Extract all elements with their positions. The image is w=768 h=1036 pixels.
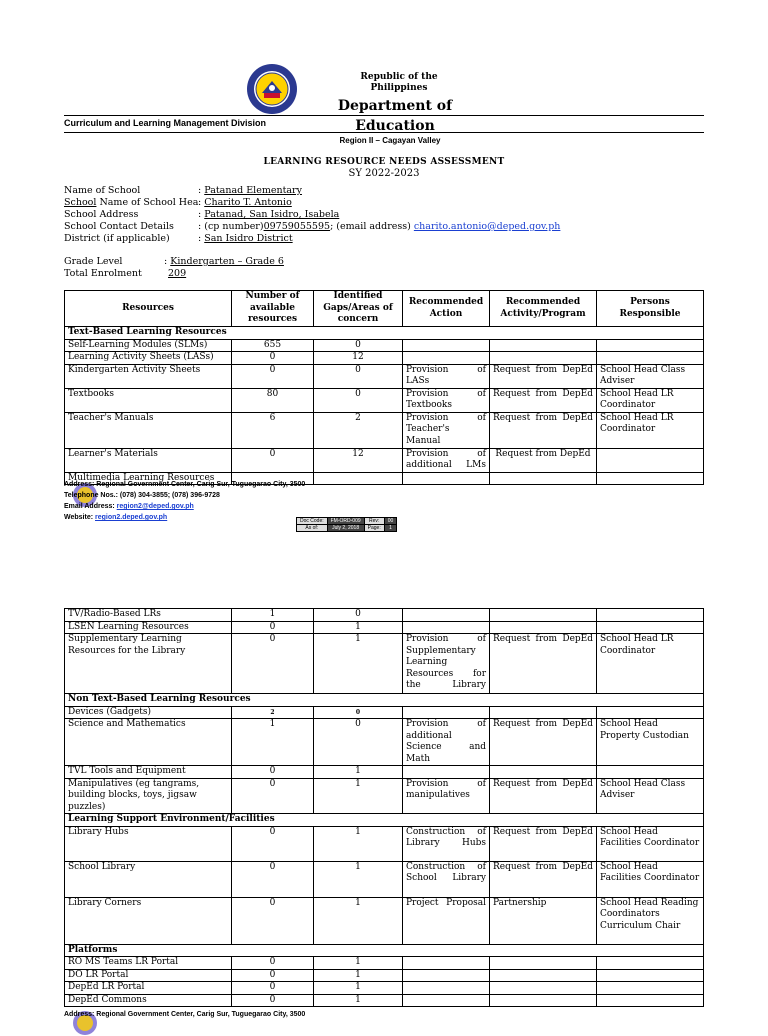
cell-available: 0 bbox=[232, 364, 314, 388]
cell-persons: School Head Property Custodian bbox=[597, 719, 704, 766]
cell-activity: Request from DepEd bbox=[490, 364, 597, 388]
doc-rev-value: 00 bbox=[384, 518, 397, 525]
cell-resource: Manipulatives (eg tangrams, building blocks, toys, jigsaw puzzles) bbox=[65, 778, 232, 814]
district-line: District (if applicable) : San Isidro District bbox=[64, 233, 293, 244]
footer-website-label: Website: bbox=[64, 514, 95, 521]
table-row bbox=[65, 388, 704, 412]
header-available: Number of available resources bbox=[232, 291, 314, 327]
doc-rev-label: Rev: bbox=[364, 518, 384, 525]
enrolment-line bbox=[64, 268, 186, 280]
cell-persons bbox=[597, 609, 704, 622]
cell-activity bbox=[490, 621, 597, 634]
cell-persons bbox=[597, 352, 704, 365]
cell-resource: DepEd Commons bbox=[65, 994, 232, 1007]
division-label: Curriculum and Learning Management Division bbox=[64, 118, 267, 128]
cell-persons: School Head Class Adviser bbox=[597, 778, 704, 814]
cell-resource: Kindergarten Activity Sheets bbox=[65, 364, 232, 388]
cell-available: 655 bbox=[232, 339, 314, 352]
cell-resource: Learner's Materials bbox=[65, 448, 232, 472]
contact-cp-prefix: (cp number) bbox=[204, 221, 264, 232]
cell-persons: School Head LR Coordinator bbox=[597, 412, 704, 448]
deped-seal-logo bbox=[246, 63, 298, 115]
cell-activity: Request from DepEd bbox=[490, 448, 597, 472]
cell-activity bbox=[490, 472, 597, 485]
header-rule-top bbox=[64, 115, 704, 116]
cell-gaps: 0 bbox=[314, 609, 403, 622]
cell-gaps: 1 bbox=[314, 897, 403, 944]
cell-activity: Request from DepEd bbox=[490, 388, 597, 412]
table-row bbox=[65, 826, 704, 861]
cell-gaps: 1 bbox=[314, 826, 403, 861]
cell-gaps: 1 bbox=[314, 621, 403, 634]
cell-activity bbox=[490, 706, 597, 719]
cell-resource: RO MS Teams LR Portal bbox=[65, 957, 232, 970]
cell-gaps bbox=[314, 472, 403, 485]
table-row bbox=[65, 621, 704, 634]
school-year: SY 2022-2023 bbox=[348, 168, 420, 179]
cell-action bbox=[403, 957, 490, 970]
cell-gaps: 0 bbox=[314, 706, 403, 719]
doc-asof-label: As of: bbox=[297, 525, 328, 532]
cell-action bbox=[403, 706, 490, 719]
footer-page1 bbox=[64, 479, 305, 523]
table-row bbox=[65, 897, 704, 944]
table-header-row bbox=[65, 291, 704, 327]
table-row bbox=[65, 994, 704, 1007]
cell-persons bbox=[597, 621, 704, 634]
footer2-address: Address: Regional Government Center, Carig Sur, Tuguegarao City, 3500 bbox=[64, 1011, 306, 1018]
cell-resource: DepEd LR Portal bbox=[65, 982, 232, 995]
cell-persons: School Head LR Coordinator bbox=[597, 634, 704, 694]
table-row bbox=[65, 339, 704, 352]
cell-activity bbox=[490, 982, 597, 995]
cell-activity bbox=[490, 969, 597, 982]
cell-available: 0 bbox=[232, 994, 314, 1007]
table-row bbox=[65, 766, 704, 779]
cell-action: Project Proposal bbox=[403, 897, 490, 944]
cell-resource: Devices (Gadgets) bbox=[65, 706, 232, 719]
school-name-value: Patanad Elementary bbox=[204, 185, 302, 196]
cell-persons: School Head Facilities Coordinator bbox=[597, 861, 704, 897]
district-label: District (if applicable) bbox=[64, 233, 170, 244]
cell-available: 0 bbox=[232, 621, 314, 634]
cell-persons: School Head Class Adviser bbox=[597, 364, 704, 388]
table-row bbox=[65, 861, 704, 897]
document-control-box bbox=[296, 517, 397, 532]
cell-gaps: 1 bbox=[314, 766, 403, 779]
cell-resource: Library Corners bbox=[65, 897, 232, 944]
district-value: San Isidro District bbox=[204, 233, 293, 244]
cell-persons: School Head LR Coordinator bbox=[597, 388, 704, 412]
cell-action bbox=[403, 352, 490, 365]
cell-action: Provision of additional LMs bbox=[403, 448, 490, 472]
cell-resource: Self-Learning Modules (SLMs) bbox=[65, 339, 232, 352]
cell-available: 0 bbox=[232, 448, 314, 472]
cell-gaps: 1 bbox=[314, 861, 403, 897]
cell-gaps: 0 bbox=[314, 339, 403, 352]
cell-persons bbox=[597, 339, 704, 352]
school-address-value: Patanad, San Isidro, Isabela bbox=[204, 209, 340, 220]
cell-gaps: 1 bbox=[314, 994, 403, 1007]
section-heading: Platforms bbox=[65, 944, 704, 957]
cell-resource: TV/Radio-Based LRs bbox=[65, 609, 232, 622]
cell-resource: School Library bbox=[65, 861, 232, 897]
table-row bbox=[65, 448, 704, 472]
header-resources: Resources bbox=[65, 291, 232, 327]
table-row bbox=[65, 719, 704, 766]
table-row bbox=[65, 957, 704, 970]
cell-available: 0 bbox=[232, 969, 314, 982]
cell-action: Construction of School Library bbox=[403, 861, 490, 897]
cell-resource: Learning Activity Sheets (LASs) bbox=[65, 352, 232, 365]
cell-activity bbox=[490, 957, 597, 970]
cell-resource: DO LR Portal bbox=[65, 969, 232, 982]
footer-email-link[interactable]: region2@deped.gov.ph bbox=[116, 503, 194, 510]
school-contact-label: School Contact Details bbox=[64, 221, 174, 232]
table-row bbox=[65, 412, 704, 448]
cell-gaps: 1 bbox=[314, 634, 403, 694]
cell-available: 2 bbox=[232, 706, 314, 719]
cell-action bbox=[403, 766, 490, 779]
cell-activity bbox=[490, 766, 597, 779]
cell-gaps: 0 bbox=[314, 388, 403, 412]
grade-level-line: Grade Level : Kindergarten – Grade 6 bbox=[64, 256, 284, 267]
republic-heading: Republic of the Philippines bbox=[360, 72, 438, 93]
cell-persons bbox=[597, 957, 704, 970]
cell-resource: Textbooks bbox=[65, 388, 232, 412]
cell-activity: Request from DepEd bbox=[490, 634, 597, 694]
cell-persons bbox=[597, 448, 704, 472]
needs-table-page1 bbox=[64, 290, 704, 485]
table-row bbox=[65, 364, 704, 388]
grade-level-value: Kindergarten – Grade 6 bbox=[170, 256, 284, 267]
footer-website-line bbox=[64, 512, 305, 523]
doc-code-value: FM-ORD-009 bbox=[327, 518, 364, 525]
cell-activity: Request from DepEd bbox=[490, 861, 597, 897]
section-row bbox=[65, 327, 704, 340]
cell-gaps: 12 bbox=[314, 448, 403, 472]
cell-gaps: 1 bbox=[314, 778, 403, 814]
contact-phone-value: 09759055595 bbox=[263, 221, 331, 232]
enrolment-label: Total Enrolment bbox=[64, 268, 142, 279]
cell-available: 0 bbox=[232, 766, 314, 779]
table-row bbox=[65, 609, 704, 622]
school-name-line: Name of School : Patanad Elementary bbox=[64, 185, 302, 196]
cell-action: Provision of manipulatives bbox=[403, 778, 490, 814]
cell-action bbox=[403, 621, 490, 634]
table-row bbox=[65, 634, 704, 694]
cell-action bbox=[403, 472, 490, 485]
footer-email-label: Email Address: bbox=[64, 503, 117, 510]
cell-persons bbox=[597, 994, 704, 1007]
cell-action bbox=[403, 994, 490, 1007]
cell-resource: Multimedia Learning Resources bbox=[65, 472, 232, 485]
cell-available: 80 bbox=[232, 388, 314, 412]
cell-activity: Request from DepEd bbox=[490, 412, 597, 448]
header-action: Recommended Action bbox=[403, 291, 490, 327]
cell-action bbox=[403, 969, 490, 982]
grade-level-label: Grade Level bbox=[64, 256, 123, 267]
doc-page-value: 1 bbox=[384, 525, 397, 532]
footer-telephone: Telephone Nos.: (078) 304-3855; (078) 396-9728 bbox=[64, 492, 220, 499]
cell-gaps: 12 bbox=[314, 352, 403, 365]
table-row bbox=[65, 969, 704, 982]
cell-available: 0 bbox=[232, 861, 314, 897]
table-row bbox=[65, 352, 704, 365]
table-row bbox=[65, 706, 704, 719]
section-row bbox=[65, 814, 704, 827]
cell-persons bbox=[597, 766, 704, 779]
cell-gaps: 0 bbox=[314, 364, 403, 388]
cell-resource: Library Hubs bbox=[65, 826, 232, 861]
cell-persons bbox=[597, 982, 704, 995]
department-heading: Department of Education bbox=[337, 98, 453, 134]
cell-action: Provision of LASs bbox=[403, 364, 490, 388]
cell-resource: Supplementary Learning Resources for the Library bbox=[65, 634, 232, 694]
cell-persons bbox=[597, 969, 704, 982]
footer-email-line bbox=[64, 501, 305, 512]
cell-activity bbox=[490, 994, 597, 1007]
cell-persons: School Head Reading Coordinators Curriculum Chair bbox=[597, 897, 704, 944]
region-label: Region II – Cagayan Valley bbox=[339, 136, 441, 145]
cell-available: 0 bbox=[232, 897, 314, 944]
cell-gaps: 1 bbox=[314, 957, 403, 970]
contact-email-link[interactable]: charito.antonio@deped.gov.ph bbox=[413, 221, 561, 232]
section-heading: Learning Support Environment/Facilities bbox=[65, 814, 704, 827]
table-row bbox=[65, 982, 704, 995]
cell-action: Provision of Teacher's Manual bbox=[403, 412, 490, 448]
cell-available: 1 bbox=[232, 719, 314, 766]
footer-page2 bbox=[64, 1009, 305, 1020]
cell-action bbox=[403, 339, 490, 352]
cell-action: Provision of additional Science and Math bbox=[403, 719, 490, 766]
cell-available: 0 bbox=[232, 826, 314, 861]
cell-available: 6 bbox=[232, 412, 314, 448]
cell-persons bbox=[597, 706, 704, 719]
school-head-value: Charito T. Antonio bbox=[204, 197, 292, 208]
school-contact-line: School Contact Details : (cp number)09759055595; (email address) charito.antonio@deped.gov.ph bbox=[64, 221, 561, 232]
header-persons: Persons Responsible bbox=[597, 291, 704, 327]
cell-resource: Teacher's Manuals bbox=[65, 412, 232, 448]
needs-table-page2 bbox=[64, 608, 704, 1007]
section-row bbox=[65, 944, 704, 957]
cell-resource: LSEN Learning Resources bbox=[65, 621, 232, 634]
cell-action: Construction of Library Hubs bbox=[403, 826, 490, 861]
cell-available: 0 bbox=[232, 778, 314, 814]
contact-email-prefix: ; (email address) bbox=[330, 221, 414, 232]
cell-available: 0 bbox=[232, 352, 314, 365]
enrolment-value: 209 bbox=[168, 268, 187, 279]
cell-available: 1 bbox=[232, 609, 314, 622]
cell-gaps: 1 bbox=[314, 982, 403, 995]
school-address-label: School Address bbox=[64, 209, 139, 220]
cell-activity bbox=[490, 352, 597, 365]
cell-activity: Request from DepEd bbox=[490, 826, 597, 861]
footer-address: Address: Regional Government Center, Carig Sur, Tuguegarao City, 3500 bbox=[64, 481, 306, 488]
cell-activity bbox=[490, 339, 597, 352]
section-heading: Non Text-Based Learning Resources bbox=[65, 694, 704, 707]
cell-available: 0 bbox=[232, 957, 314, 970]
doc-code-label: Doc Code: bbox=[297, 518, 328, 525]
cell-activity: Partnership bbox=[490, 897, 597, 944]
cell-action: Provision of Textbooks bbox=[403, 388, 490, 412]
cell-persons bbox=[597, 472, 704, 485]
cell-available: 0 bbox=[232, 634, 314, 694]
header-gaps: Identified Gaps/Areas of concern bbox=[314, 291, 403, 327]
section-row bbox=[65, 694, 704, 707]
cell-resource: Science and Mathematics bbox=[65, 719, 232, 766]
cell-gaps: 0 bbox=[314, 719, 403, 766]
cell-gaps: 1 bbox=[314, 969, 403, 982]
cell-activity bbox=[490, 609, 597, 622]
school-name-label: Name of School bbox=[64, 185, 141, 196]
school-head-label: Name of School Hea bbox=[96, 197, 199, 208]
doc-asof-value: July 2, 2018 bbox=[327, 525, 364, 532]
cell-action: Provision of Supplementary Learning Resources for the Library bbox=[403, 634, 490, 694]
school-head-label-underlined: School bbox=[64, 197, 97, 208]
document-title: LEARNING RESOURCE NEEDS ASSESSMENT bbox=[263, 157, 505, 167]
cell-persons: School Head Facilities Coordinator bbox=[597, 826, 704, 861]
footer-website-link[interactable]: region2.deped.gov.ph bbox=[95, 514, 168, 521]
header-activity: Recommended Activity/Program bbox=[490, 291, 597, 327]
table-row bbox=[65, 778, 704, 814]
cell-gaps: 2 bbox=[314, 412, 403, 448]
cell-activity: Request from DepEd bbox=[490, 778, 597, 814]
cell-available: 0 bbox=[232, 982, 314, 995]
school-head-line: School Name of School Hea: Charito T. Antonio bbox=[64, 197, 292, 208]
school-address-line: School Address : Patanad, San Isidro, Isabela bbox=[64, 209, 340, 220]
cell-activity: Request from DepEd bbox=[490, 719, 597, 766]
cell-action bbox=[403, 609, 490, 622]
section-heading: Text-Based Learning Resources bbox=[65, 327, 704, 340]
doc-page-label: Page: bbox=[364, 525, 384, 532]
cell-resource: TVL Tools and Equipment bbox=[65, 766, 232, 779]
cell-action bbox=[403, 982, 490, 995]
header-rule-bottom bbox=[64, 132, 704, 133]
